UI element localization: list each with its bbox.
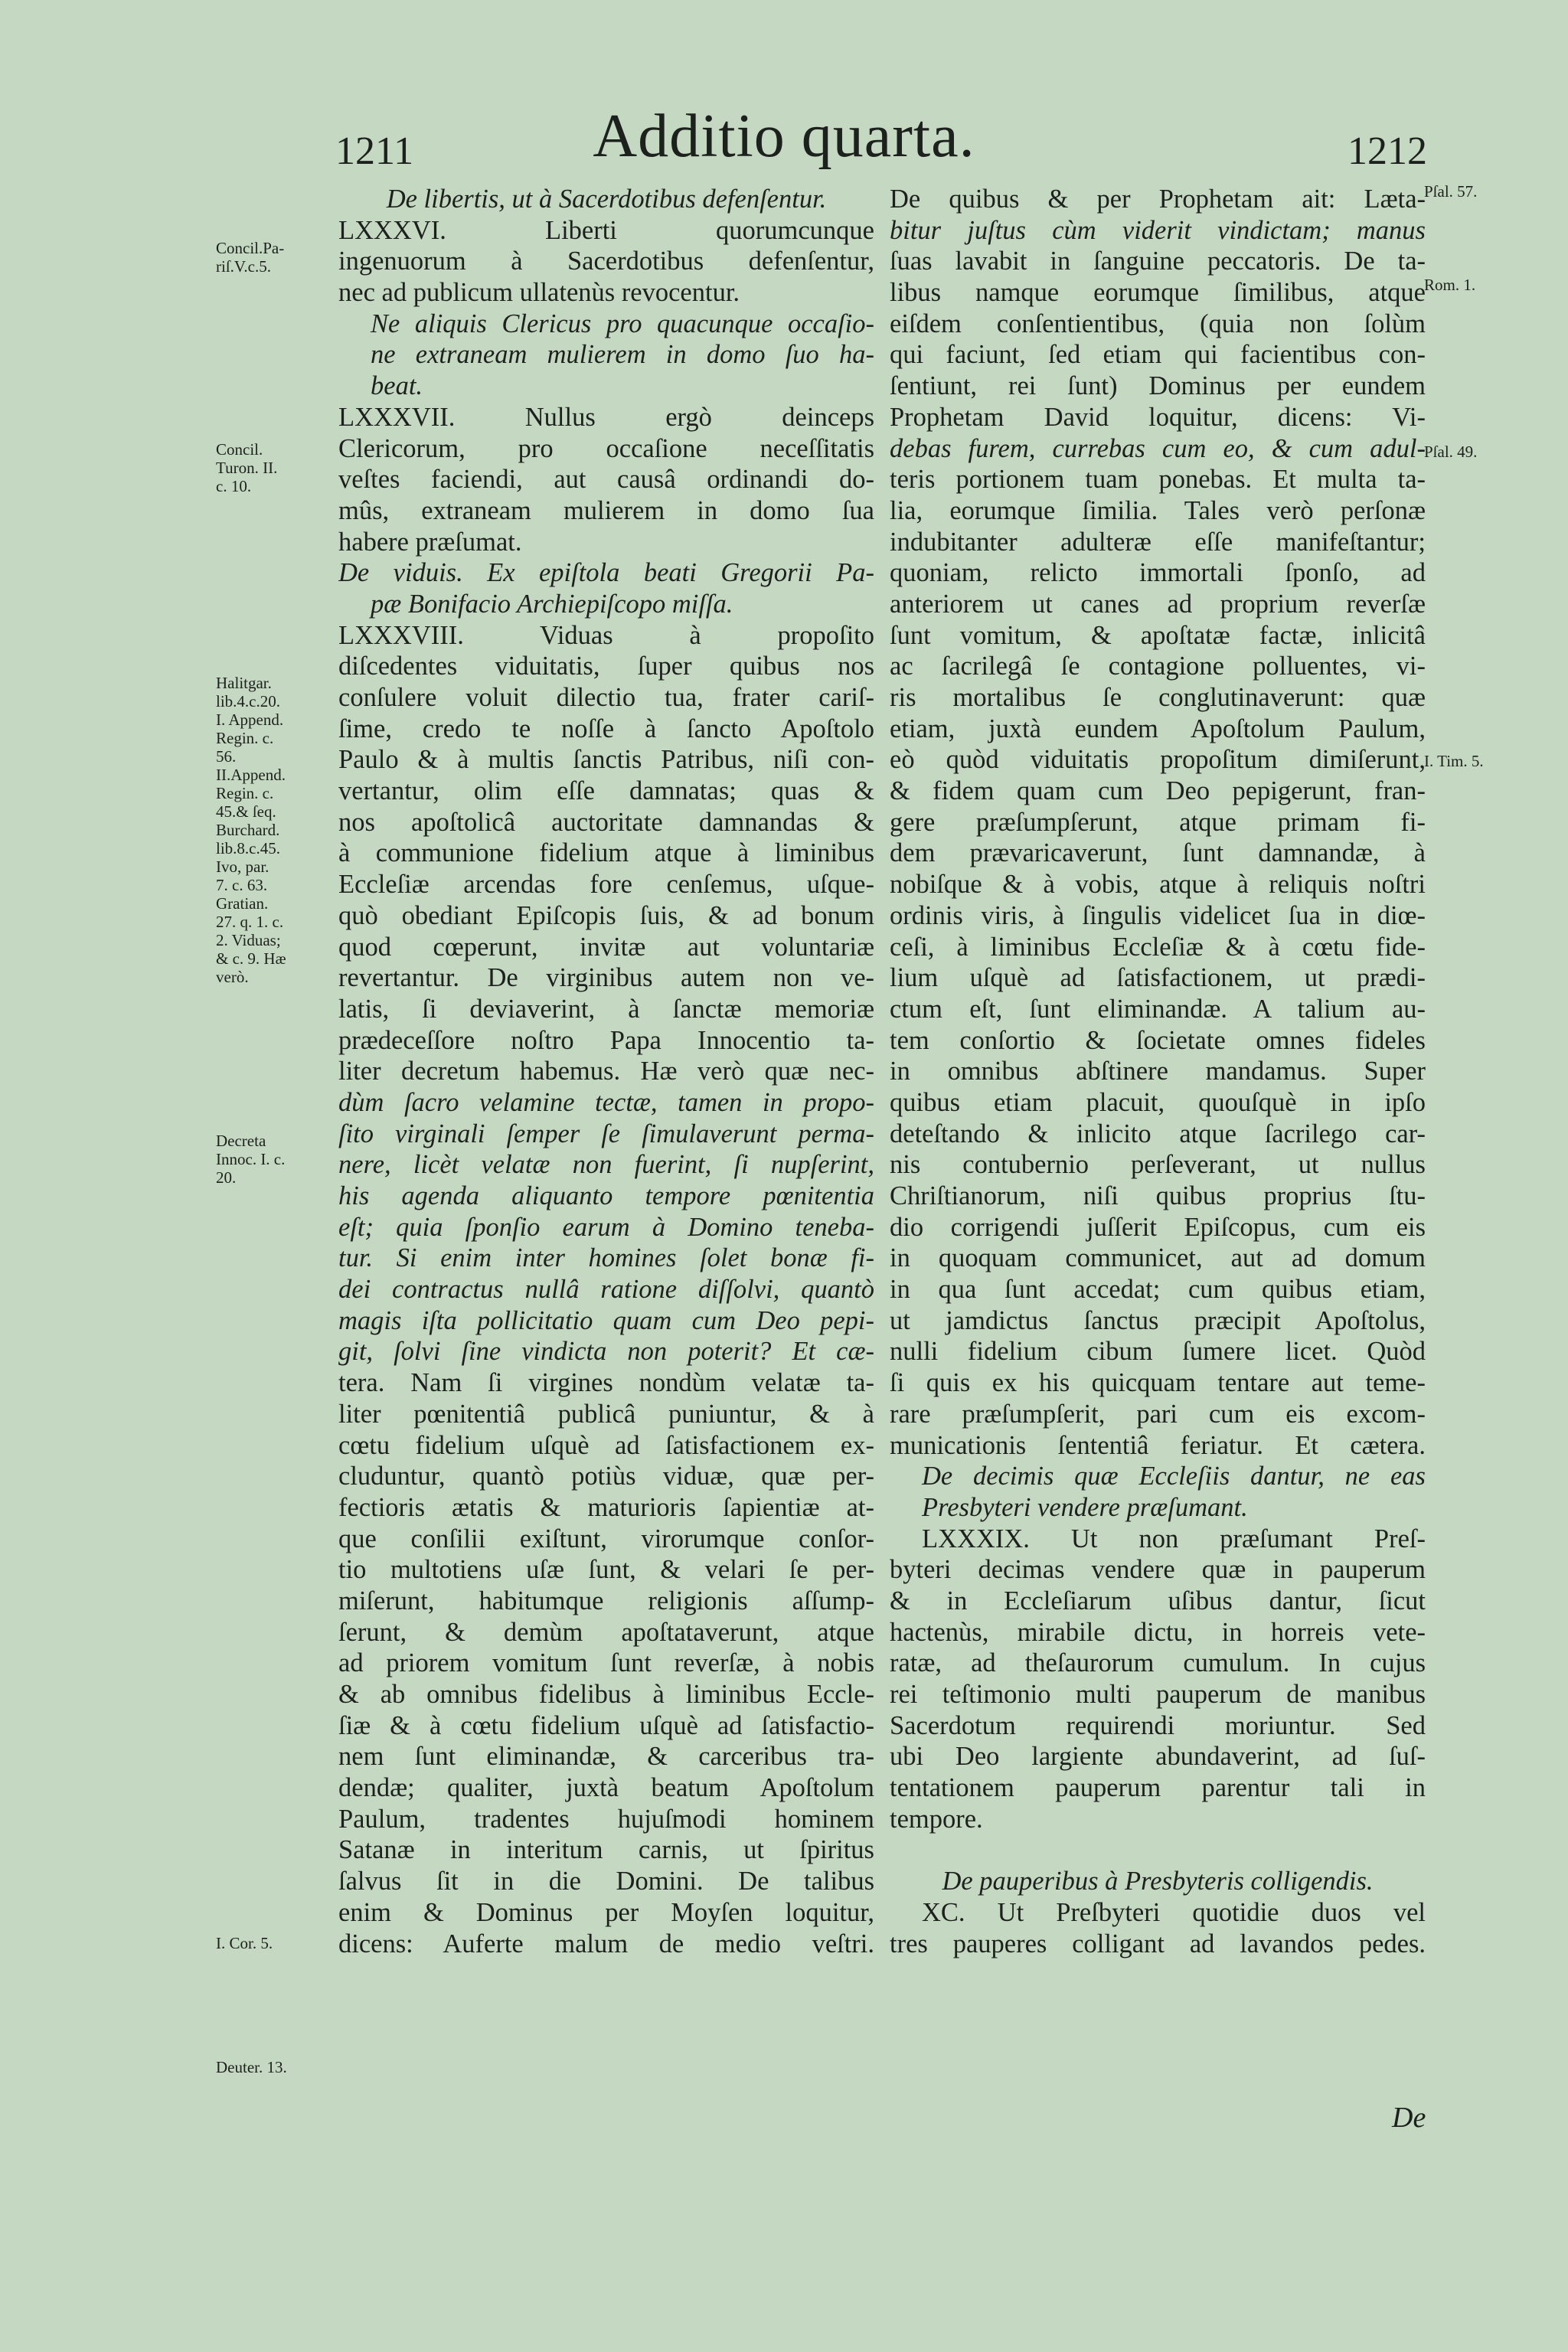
left-column-line: nem ſunt eliminandæ, & carceribus tra- <box>338 1742 874 1772</box>
right-column-line <box>890 1834 1426 1866</box>
marginal-citation <box>1424 443 1477 461</box>
left-column-line: miſerunt, habitumque religionis aſſump- <box>338 1586 874 1615</box>
right-column-line: rei teſtimonio multi pauperum de manibus <box>890 1680 1426 1709</box>
right-column-line: libus namque eorumque ſimilibus, atque <box>890 278 1426 308</box>
left-column-line: liter pœnitentiâ publicâ puniuntur, & à <box>338 1399 874 1429</box>
marginal-citation-line: I. Append. <box>216 710 284 729</box>
left-column <box>338 184 874 1959</box>
marginal-citation-line: 20. <box>216 1168 237 1187</box>
right-column-line: ſi quis ex his quicquam tentare aut teme- <box>890 1368 1426 1398</box>
right-column-line: ſunt vomitum, & apoſtatæ factæ, inlicitâ <box>890 620 1426 650</box>
right-column-line: LXXXIX. Ut non præſumant Preſ- <box>922 1524 1426 1553</box>
right-column-line: De pauperibus à Presbyteris colligendis. <box>942 1867 1374 1896</box>
marginal-citation-line: c. 10. <box>216 477 252 495</box>
marginal-citation-line: Concil. <box>216 440 263 459</box>
left-column-line: vertantur, olim eſſe damnatas; quas & <box>338 776 874 806</box>
right-column-line: anteriorem ut canes ad proprium reverſæ <box>890 589 1426 619</box>
left-column-line: nos apoſtolicâ auctoritate damnandas & <box>338 807 874 837</box>
left-column-line: ad priorem vomitum ſunt reverſæ, à nobis <box>338 1648 874 1678</box>
marginal-citation-line: 2. Viduas; <box>216 931 281 949</box>
left-column-line: veſtes faciendi, aut causâ ordinandi do- <box>338 465 874 495</box>
left-column-line: git, ſolvi ſine vindicta non poterit? Et cæ- <box>338 1337 874 1367</box>
right-column-line: in qua ſunt accedat; cum quibus etiam, <box>890 1275 1426 1305</box>
marginal-citation <box>216 440 277 495</box>
right-column-line: ſuas lavabit in ſanguine peccatoris. De ta- <box>890 247 1426 276</box>
right-column-line: rare præſumpſerit, pari cum eis excom- <box>890 1399 1426 1429</box>
right-column-line: XC. Ut Preſbyteri quotidie duos vel <box>922 1897 1426 1927</box>
right-column-line: tem conſortio & ſocietate omnes fideles <box>890 1025 1426 1055</box>
left-column-line: Clericorum, pro occaſione neceſſitatis <box>338 433 874 463</box>
right-column-line: indubitanter adulteræ eſſe manifeſtantur; <box>890 527 1426 557</box>
right-column-line: ac ſacrilegâ ſe contagione polluentes, vi- <box>890 652 1426 681</box>
left-column-line: Satanæ in interitum carnis, ut ſpiritus <box>338 1835 874 1865</box>
right-column-line: qui faciunt, ſed etiam qui facientibus con- <box>890 340 1426 370</box>
left-column-line: his agenda aliquanto tempore pœnitentia <box>338 1181 874 1210</box>
marginal-citation-line: & c. 9. Hæ <box>216 949 286 968</box>
right-column-line: De decimis quæ Eccleſiis dantur, ne eas <box>922 1462 1426 1491</box>
left-column-line: fectioris ætatis & maturioris ſapientiæ at- <box>338 1492 874 1522</box>
marginal-citation-line: Pſal. 49. <box>1424 443 1478 461</box>
left-column-line: ſiæ & à cœtu fidelium uſquè ad ſatisfactio- <box>338 1710 874 1740</box>
right-column-line: ceſi, à liminibus Eccleſiæ & à cœtu fide- <box>890 932 1426 962</box>
right-column-line: tentationem pauperum parentur tali in <box>890 1773 1426 1803</box>
left-column-line: prædeceſſore noſtro Papa Innocentio ta- <box>338 1025 874 1055</box>
left-column-line: ingenuorum à Sacerdotibus defenſentur, <box>338 247 874 276</box>
left-column-line: beat. <box>371 371 423 401</box>
marginal-citation-line: Rom. 1. <box>1424 276 1476 294</box>
right-column-line: gere præſumpſerunt, atque primam fi- <box>890 807 1426 837</box>
left-column-line: dei contractus nullâ ratione diſſolvi, quantò <box>338 1275 874 1305</box>
left-column-line: latis, ſi deviaverint, à ſanctæ memoriæ <box>338 994 874 1024</box>
right-column-line: Sacerdotum requirendi moriuntur. Sed <box>890 1710 1426 1740</box>
marginal-citation-line: II.Append. <box>216 766 286 784</box>
marginal-citation-line: Decreta <box>216 1132 266 1150</box>
left-column-line: Paulo & à multis ſanctis Patribus, niſi con- <box>338 745 874 775</box>
left-column-line: tera. Nam ſi virgines nondùm velatæ ta- <box>338 1368 874 1398</box>
right-column-line: in omnibus abſtinere mandamus. Super <box>890 1057 1426 1086</box>
marginal-citation <box>216 1132 285 1187</box>
right-column-line: bitur juſtus cùm viderit vindictam; manus <box>890 215 1426 245</box>
page-header <box>0 0 1568 176</box>
right-column-line: debas furem, currebas cum eo, & cum adul- <box>890 433 1426 463</box>
left-column-line: De libertis, ut à Sacerdotibus defenſentur. <box>386 185 827 214</box>
left-column-line: magis iſta pollicitatio quam cum Deo pepi- <box>338 1305 874 1335</box>
left-column-line: ſalvus ſit in die Domini. De talibus <box>338 1867 874 1896</box>
right-column-line: municationis ſententiâ feriatur. Et cætera. <box>890 1430 1426 1460</box>
right-column-line: & fidem quam cum Deo pepigerunt, fran- <box>890 776 1426 806</box>
marginal-citation-line: Concil.Pa- <box>216 239 285 257</box>
left-column-line: dendæ; qualiter, juxtà beatum Apoſtolum <box>338 1773 874 1803</box>
catchword: De <box>1392 2102 1426 2134</box>
right-column-line: quibus etiam placuit, quouſquè in ipſo <box>890 1087 1426 1117</box>
left-column-line: Paulum, tradentes hujuſmodi hominem <box>338 1804 874 1834</box>
right-column-line: eò quòd viduitatis propoſitum dimiſerunt, <box>890 745 1426 775</box>
right-column-line: nobiſque & à vobis, atque à reliquis noſtri <box>890 870 1426 900</box>
right-column-line: dio corrigendi juſſerit Epiſcopus, cum eis <box>890 1212 1426 1242</box>
marginal-citation <box>1424 182 1477 201</box>
right-column-line: deteſtando & inlicito atque ſacrilego car- <box>890 1119 1426 1148</box>
right-column-line: & in Eccleſiarum uſibus dantur, ſicut <box>890 1586 1426 1615</box>
right-column-line: ſentiunt, rei ſunt) Dominus per eundem <box>890 371 1426 401</box>
right-column-line: tempore. <box>890 1804 983 1834</box>
marginal-citation-line: Innoc. I. c. <box>216 1150 286 1168</box>
left-column-line: quod cœperunt, invitæ aut voluntariæ <box>338 932 874 962</box>
right-column-line: Chriſtianorum, niſi quibus proprius ſtu- <box>890 1181 1426 1210</box>
running-title: Additio quarta. <box>593 103 975 170</box>
left-column-line: & ab omnibus fidelibus à liminibus Eccle- <box>338 1680 874 1709</box>
right-column-line: lia, eorumque ſimilia. Tales verò perſonæ <box>890 495 1426 525</box>
left-column-line: que conſilii exiſtunt, virorumque conſor- <box>338 1524 874 1553</box>
left-column-line: liter decretum habemus. Hæ verò quæ nec- <box>338 1057 874 1086</box>
marginal-citation-line: verò. <box>216 968 249 986</box>
left-column-line: enim & Dominus per Moyſen loquitur, <box>338 1897 874 1927</box>
right-column-line: nis contubernio perſeverant, ut nullus <box>890 1150 1426 1180</box>
marginal-citation-line: 7. c. 63. <box>216 876 268 894</box>
left-column-line: cœtu fidelium uſquè ad ſatisfactionem ex- <box>338 1430 874 1460</box>
right-column-line: ctum eſt, ſunt eliminandæ. A talium au- <box>890 994 1426 1024</box>
left-column-line: ſito virginali ſemper ſe ſimulaverunt perma- <box>338 1119 874 1148</box>
left-column-line: LXXXVI. Liberti quorumcunque <box>338 215 874 245</box>
marginal-citation-line: 27. q. 1. c. <box>216 913 284 931</box>
marginal-citation-line: Gratian. <box>216 894 269 913</box>
right-column-line: dem prævaricaverunt, ſunt damnandæ, à <box>890 838 1426 868</box>
marginal-citation <box>216 2058 287 2076</box>
marginal-citation-line: riſ.V.c.5. <box>216 257 271 276</box>
marginal-citation-line: 45.& ſeq. <box>216 802 276 821</box>
left-column-line: dùm ſacro velamine tectæ, tamen in propo- <box>338 1087 874 1117</box>
marginal-citation-line: 56. <box>216 747 237 766</box>
right-column-line: De quibus & per Prophetam ait: Læta- <box>890 185 1426 214</box>
right-column-line: byteri decimas vendere quæ in pauperum <box>890 1555 1426 1585</box>
page-number-right: 1212 <box>1348 129 1427 173</box>
marginal-citation <box>1424 276 1475 294</box>
left-column-line: ſime, credo te noſſe à ſancto Apoſtolo <box>338 714 874 743</box>
left-column-line: tio multotiens uſæ ſunt, & velari ſe per- <box>338 1555 874 1585</box>
left-column-line: mûs, extraneam mulierem in domo ſua <box>338 495 874 525</box>
marginal-citation <box>1424 752 1484 770</box>
left-column-line: diſcedentes viduitatis, ſuper quibus nos <box>338 652 874 681</box>
left-column-line: dicens: Auferte malum de medio veſtri. <box>338 1929 874 1958</box>
left-column-line: De viduis. Ex epiſtola beati Gregorii Pa- <box>338 558 874 588</box>
right-column-line: ubi Deo largiente abundaverint, ad ſuſ- <box>890 1742 1426 1772</box>
marginal-citation-line: Ivo, par. <box>216 858 270 876</box>
left-column-line: revertantur. De virginibus autem non ve- <box>338 963 874 993</box>
marginal-citation-line: lib.4.c.20. <box>216 692 280 710</box>
left-column-line: à communione fidelium atque à liminibus <box>338 838 874 868</box>
right-column-line: tres pauperes colligant ad lavandos pedes. <box>890 1929 1426 1958</box>
marginal-citation <box>216 239 284 276</box>
right-column <box>890 184 1426 1959</box>
right-column-line: etiam, juxtà eundem Apoſtolum Paulum, <box>890 714 1426 743</box>
marginal-citation-line: Burchard. <box>216 821 280 839</box>
right-column-line: nulli fidelium cibum ſumere licet. Quòd <box>890 1337 1426 1367</box>
right-column-line: in quoquam communicet, aut ad domum <box>890 1243 1426 1273</box>
left-column-line: habere præſumat. <box>338 527 522 557</box>
left-column-line: ſerunt, & demùm apoſtataverunt, atque <box>338 1617 874 1647</box>
left-column-line: quò obediant Epiſcopis ſuis, & ad bonum <box>338 900 874 930</box>
right-column-line: lium uſquè ad ſatisfactionem, ut prædi- <box>890 963 1426 993</box>
left-column-line: LXXXVII. Nullus ergò deinceps <box>338 402 874 432</box>
left-column-line: LXXXVIII. Viduas à propoſito <box>338 620 874 650</box>
page-number-left: 1211 <box>335 129 414 173</box>
marginal-citation <box>216 674 286 986</box>
marginal-citation-line: Deuter. 13. <box>216 2058 287 2076</box>
right-column-line: ordinis viris, à ſingulis videlicet ſua in diœ- <box>890 900 1426 930</box>
marginal-citation-line: Turon. II. <box>216 459 278 477</box>
right-column-line: Prophetam David loquitur, dicens: Vi- <box>890 402 1426 432</box>
left-column-line: nec ad publicum ullatenùs revocentur. <box>338 278 740 308</box>
left-column-line: ne extraneam mulierem in domo ſuo ha- <box>371 340 874 370</box>
right-column-line: ris mortalibus ſe conglutinaverunt: quæ <box>890 683 1426 712</box>
right-column-line: hactenùs, mirabile dictu, in horreis vete- <box>890 1617 1426 1647</box>
right-column-line: ratæ, ad theſaurorum cumulum. In cujus <box>890 1648 1426 1678</box>
right-column-line: eiſdem conſentientibus, (quia non ſolùm <box>890 309 1426 338</box>
marginal-citation-line: I. Cor. 5. <box>216 1934 273 1952</box>
right-column-line: quoniam, relicto immortali ſponſo, ad <box>890 558 1426 588</box>
marginal-citation-line: Pſal. 57. <box>1424 182 1478 201</box>
left-column-line: Eccleſiæ arcendas fore cenſemus, uſque- <box>338 870 874 900</box>
left-column-line: nere, licèt velatæ non fuerint, ſi nupſerint, <box>338 1150 874 1180</box>
left-column-line: pæ Bonifacio Archiepiſcopo miſſa. <box>371 589 733 619</box>
left-column-line: Ne aliquis Clericus pro quacunque occaſio- <box>371 309 874 338</box>
marginal-citation-line: Regin. c. <box>216 784 274 802</box>
right-column-line: teris portionem tuam ponebas. Et multa ta- <box>890 465 1426 495</box>
left-column-line: conſulere voluit dilectio tua, frater cariſ- <box>338 683 874 712</box>
marginal-citation-line: Regin. c. <box>216 729 274 747</box>
right-column-line: ut jamdictus ſanctus præcipit Apoſtolus, <box>890 1305 1426 1335</box>
right-column-line: Presbyteri vendere præſumant. <box>922 1492 1248 1522</box>
left-column-line: eſt; quia ſponſio earum à Domino teneba- <box>338 1212 874 1242</box>
left-column-line: cluduntur, quantò potiùs viduæ, quæ per- <box>338 1462 874 1491</box>
marginal-citation-line: I. Tim. 5. <box>1424 752 1484 770</box>
marginal-citation-line: lib.8.c.45. <box>216 839 280 858</box>
marginal-citation-line: Halitgar. <box>216 674 272 692</box>
marginal-citation <box>216 1934 273 1952</box>
left-column-line: tur. Si enim inter homines ſolet bonæ fi- <box>338 1243 874 1273</box>
